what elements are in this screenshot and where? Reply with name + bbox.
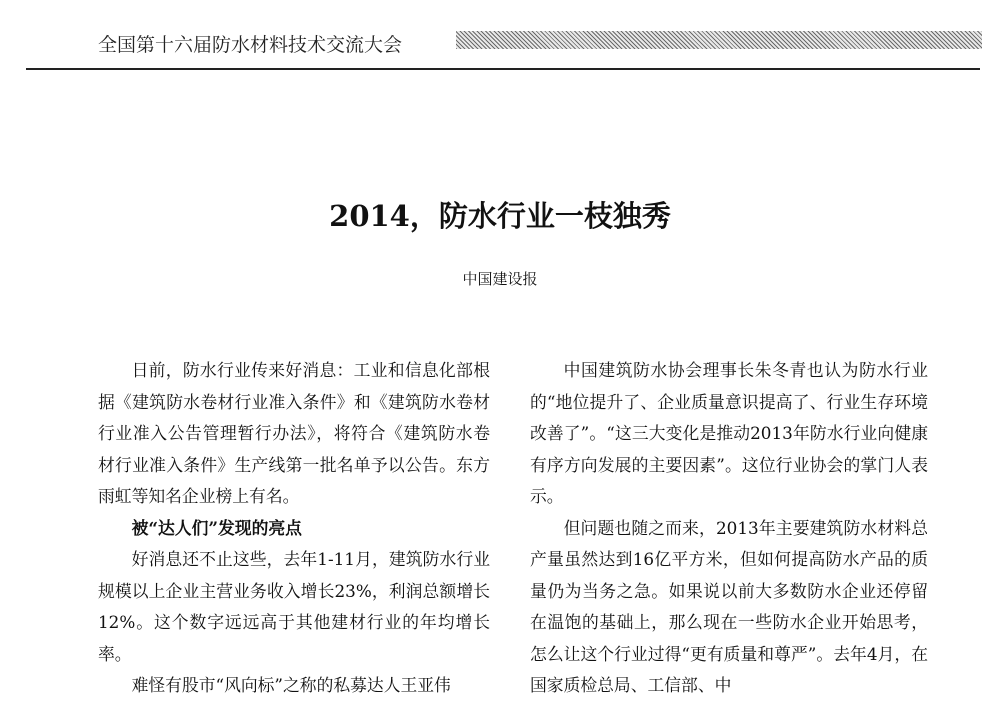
right-column: [530, 355, 928, 702]
header-rule: [26, 68, 980, 70]
paragraph: 好消息还不止这些，去年1-11月，建筑防水行业规模以上企业主营业务收入增长23%，利润总额增长12%。这个数字远远高于其他建材行业的年均增长率。: [98, 549, 490, 664]
paragraph: 但问题也随之而来，2013年主要建筑防水材料总产量虽然达到16亿平方米，但如何提高防水产品的质量仍为当务之急。如果说以前大多数防水企业还停留在温饱的基础上，那么现在一些防水企业开始思考，怎么让这个行业过得“更有质量和尊严”。去年4月，在国家质检总局、工信部、中: [530, 517, 928, 695]
article-byline: 中国建设报: [462, 270, 538, 288]
paragraph: 难怪有股市“风向标”之称的私募达人王亚伟: [131, 675, 451, 695]
paragraph: 中国建筑防水协会理事长朱冬青也认为防水行业的“地位提升了、企业质量意识提高了、行业生存环境改善了”。“这三大变化是推动2013年防水行业向健康有序方向发展的主要因素”。这位行业协会的掌门人表示。: [530, 360, 928, 506]
section-heading: 被“达人们”发现的亮点: [131, 517, 302, 538]
header-hatched-band: [456, 31, 982, 49]
paragraph: 日前，防水行业传来好消息：工业和信息化部根据《建筑防水卷材行业准入条件》和《建筑防水卷材行业准入公告管理暂行办法》，将符合《建筑防水卷材行业准入条件》生产线第一批名单予以公告。东方雨虹等知名企业榜上有名。: [98, 360, 490, 506]
left-column: [98, 355, 490, 702]
running-header-title: 全国第十六届防水材料技术交流大会: [98, 34, 403, 56]
article-title: 2014，防水行业一枝独秀: [329, 199, 671, 233]
